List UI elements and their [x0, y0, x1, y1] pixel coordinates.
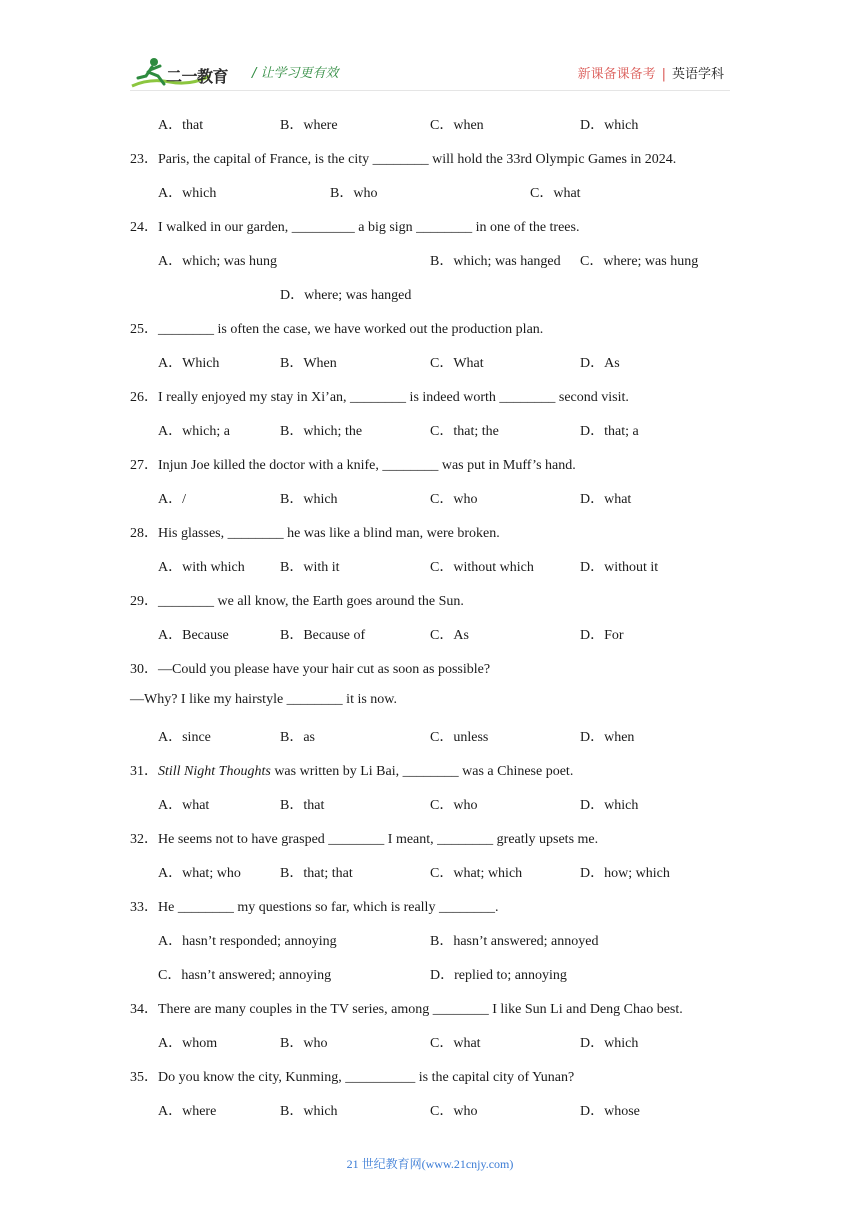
q22-option-b: B．where	[280, 118, 338, 133]
q25-option-c: C．What	[430, 356, 484, 371]
q31-poem-title: Still Night Thoughts	[158, 764, 271, 779]
slogan: / 让学习更有效	[252, 66, 339, 81]
q34-option-d: D．which	[580, 1036, 639, 1051]
q32-option-c: C．what; which	[430, 866, 523, 881]
q28-option-b: B．with it	[280, 560, 340, 575]
q34-option-a: A．whom	[158, 1036, 218, 1051]
q31-stem	[130, 760, 573, 780]
header-separator: |	[661, 67, 666, 82]
q22-option-c: C．when	[430, 118, 484, 133]
q31-option-d: D．which	[580, 798, 639, 813]
q32-stem: 32．He seems not to have grasped ________ I meant, ________ greatly upsets me.	[130, 832, 599, 847]
q28-option-a: A．with which	[158, 560, 245, 575]
q25-option-b: B．When	[280, 356, 337, 371]
q30-option-d: D．when	[580, 730, 635, 745]
q23-option-b: B．who	[330, 186, 378, 201]
q24-option-b: B．which; was hanged	[430, 254, 561, 269]
q24-stem: 24．I walked in our garden, _________ a big sign ________ in one of the trees.	[130, 220, 580, 235]
q30-stem: 30．—Could you please have your hair cut as soon as possible?	[130, 662, 491, 677]
q26-option-d: D．that; a	[580, 424, 639, 439]
q33-stem: 33．He ________ my questions so far, which is really ________.	[130, 900, 499, 915]
q26-option-a: A．which; a	[158, 424, 230, 439]
q28-stem: 28．His glasses, ________ he was like a blind man, were broken.	[130, 526, 500, 541]
q33-option-c: C．hasn’t answered; annoying	[158, 968, 332, 983]
q27-stem: 27．Injun Joe killed the doctor with a knife, ________ was put in Muff’s hand.	[130, 458, 576, 473]
q32-option-b: B．that; that	[280, 866, 353, 881]
q27-option-a: A．/	[158, 492, 186, 507]
q31-option-c: C．who	[430, 798, 478, 813]
q32-option-d: D．how; which	[580, 866, 670, 881]
q34-stem: 34．There are many couples in the TV series, among ________ I like Sun Li and Deng Chao best.	[130, 1002, 683, 1017]
q31-option-b: B．that	[280, 798, 325, 813]
q27-option-b: B．which	[280, 492, 338, 507]
q33-option-d: D．replied to; annoying	[430, 968, 567, 983]
q34-option-b: B．who	[280, 1036, 328, 1051]
q24-option-d: D．where; was hanged	[280, 288, 412, 303]
q33-option-a: A．hasn’t responded; annoying	[158, 934, 337, 949]
q25-stem: 25．________ is often the case, we have worked out the production plan.	[130, 322, 544, 337]
q28-option-d: D．without it	[580, 560, 659, 575]
q24-option-a: A．which; was hung	[158, 254, 277, 269]
q27-option-d: D．what	[580, 492, 632, 507]
q22-option-d: D．which	[580, 118, 639, 133]
header-rule	[130, 90, 730, 91]
header-subtitle-course: 新课备课备考	[577, 67, 656, 82]
logo-text: 二一教育	[166, 67, 229, 86]
q35-option-d: D．whose	[580, 1104, 640, 1119]
page-footer[interactable]: 21 世纪教育网(www.21cnjy.com)	[346, 1157, 514, 1171]
q29-option-d: D．For	[580, 628, 624, 643]
q29-stem: 29．________ we all know, the Earth goes around the Sun.	[130, 594, 464, 609]
q29-option-b: B．Because of	[280, 628, 366, 643]
q28-option-c: C．without which	[430, 560, 534, 575]
q35-option-a: A．where	[158, 1104, 217, 1119]
q31-stem-rest: was written by Li Bai, ________ was a Chinese poet.	[270, 764, 574, 779]
q24-option-c: C．where; was hung	[580, 254, 699, 269]
header-subtitle-subject: 英语学科	[671, 67, 724, 82]
q26-option-c: C．that; the	[430, 424, 499, 439]
q29-option-a: A．Because	[158, 628, 229, 643]
q30-option-b: B．as	[280, 730, 315, 745]
header-subject	[578, 63, 724, 82]
q22-option-a: A．that	[158, 118, 204, 133]
q23-option-a: A．which	[158, 186, 217, 201]
q30-stem-reply: —Why? I like my hairstyle ________ it is now.	[130, 692, 397, 707]
q33-option-b: B．hasn’t answered; annoyed	[430, 934, 599, 949]
q26-stem: 26．I really enjoyed my stay in Xi’an, ________ is indeed worth ________ second visit.	[130, 390, 629, 405]
q27-option-c: C．who	[430, 492, 478, 507]
q32-option-a: A．what; who	[158, 866, 241, 881]
q35-option-b: B．which	[280, 1104, 338, 1119]
q31-number: 31．	[130, 764, 158, 779]
q23-stem: 23．Paris, the capital of France, is the city ________ will hold the 33rd Olympic Games in 2024.	[130, 152, 677, 167]
q30-option-c: C．unless	[430, 730, 489, 745]
q25-option-d: D．As	[580, 356, 620, 371]
q29-option-c: C．As	[430, 628, 469, 643]
q23-option-c: C．what	[530, 186, 581, 201]
page-header	[0, 0, 860, 100]
q31-option-a: A．what	[158, 798, 210, 813]
q35-option-c: C．who	[430, 1104, 478, 1119]
q35-stem: 35．Do you know the city, Kunming, __________ is the capital city of Yunan?	[130, 1070, 575, 1085]
q25-option-a: A．Which	[158, 356, 220, 371]
q30-option-a: A．since	[158, 730, 211, 745]
q34-option-c: C．what	[430, 1036, 481, 1051]
q26-option-b: B．which; the	[280, 424, 363, 439]
